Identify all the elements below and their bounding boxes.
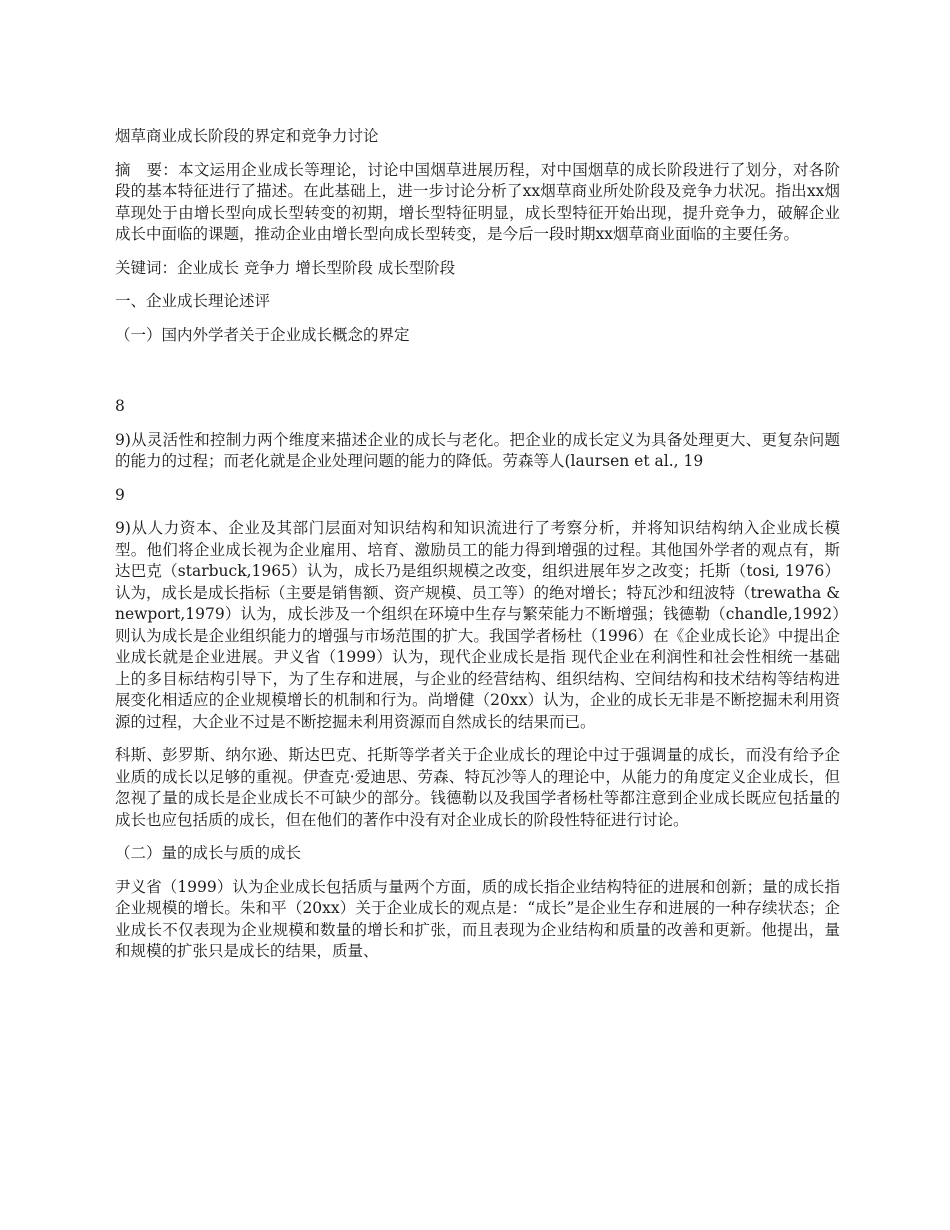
document-body	[115, 126, 840, 975]
footnote-marker-9: 9	[115, 485, 125, 504]
abstract-paragraph: 摘 要：本文运用企业成长等理论，讨论中国烟草进展历程，对中国烟草的成长阶段进行了划分，对各阶段的基本特征进行了描述。在此基础上，进一步讨论分析了xx烟草商业所处阶段及竞争力状况。指出xx烟草现处于由增长型向成长型转变的初期，增长型特征明显，成长型特征开始出现，提升竞争力，破解企业成长中面临的课题，推动企业由增长型向成长型转变，是今后一段时期xx烟草商业面临的主要任务。	[115, 160, 840, 243]
subsection-heading-2: （二）量的成长与质的成长	[115, 844, 302, 862]
document-title: 烟草商业成长阶段的界定和竞争力讨论	[115, 127, 379, 145]
keywords-line: 关键词：企业成长 竞争力 增长型阶段 成长型阶段	[115, 258, 456, 277]
paragraph-adizes: 9)从灵活性和控制力两个维度来描述企业的成长与老化。把企业的成长定义为具备处理更大、更复杂问题的能力的过程；而老化就是企业处理问题的能力的降低。劳森等人(laursen et al., 19	[115, 430, 840, 470]
subsection-heading-1: （一）国内外学者关于企业成长概念的界定	[115, 325, 410, 344]
section-heading-1: 一、企业成长理论述评	[115, 292, 271, 310]
paragraph-quality-quantity: 尹义省（1999）认为企业成长包括质与量两个方面，质的成长指企业结构特征的进展和创新；量的成长指企业规模的增长。朱和平（20xx）关于企业成长的观点是：“成长”是企业生存和进展的一种存续状态；企业成长不仅表现为企业规模和数量的增长和扩张，而且表现为企业结构和质量的改善和更新。他提出，量和规模的扩张只是成长的结果，质量、	[115, 877, 840, 960]
paragraph-critique: 科斯、彭罗斯、纳尔逊、斯达巴克、托斯等学者关于企业成长的理论中过于强调量的成长，而没有给予企业质的成长以足够的重视。伊查克·爱迪思、劳森、特瓦沙等人的理论中，从能力的角度定义企业成长，但忽视了量的成长是企业成长不可缺少的部分。钱德勒以及我国学者杨杜等都注意到企业成长既应包括量的成长也应包括质的成长，但在他们的著作中没有对企业成长的阶段性特征进行讨论。	[115, 746, 840, 829]
footnote-marker-8: 8	[115, 397, 125, 415]
paragraph-knowledge-structure: 9)从人力资本、企业及其部门层面对知识结构和知识流进行了考察分析，并将知识结构纳入企业成长模型。他们将企业成长视为企业雇用、培育、激励员工的能力得到增强的过程。其他国外学者的观点有，斯达巴克（starbuck,1965）认为，成长乃是组织规模之改变，组织进展年岁之改变；托斯（tosi, 1976）认为，成长是成长指标（主要是销售额、资产规模、员工等）的绝对增长；特瓦沙和纽波特（trewatha & newport,1979）认为，成长涉及一个组织在环境中生存与繁荣能力不断增强；钱德勒（chandle,1992）则认为成长是企业组织能力的增强与市场范围的扩大。我国学者杨杜（1996）在《企业成长论》中提出企业成长就是企业进展。尹义省（1999）认为，现代企业成长是指 现代企业在利润性和社会性相统一基础上的多目标结构引导下，为了生存和进展，与企业的经营结构、组织结构、空间结构和技术结构等结构进展变化相适应的企业规模增长的机制和行为。尚增健（20xx）认为，企业的成长无非是不断挖掘未利用资源的过程，大企业不过是不断挖掘未利用资源而自然成长的结果而已。	[115, 519, 840, 731]
